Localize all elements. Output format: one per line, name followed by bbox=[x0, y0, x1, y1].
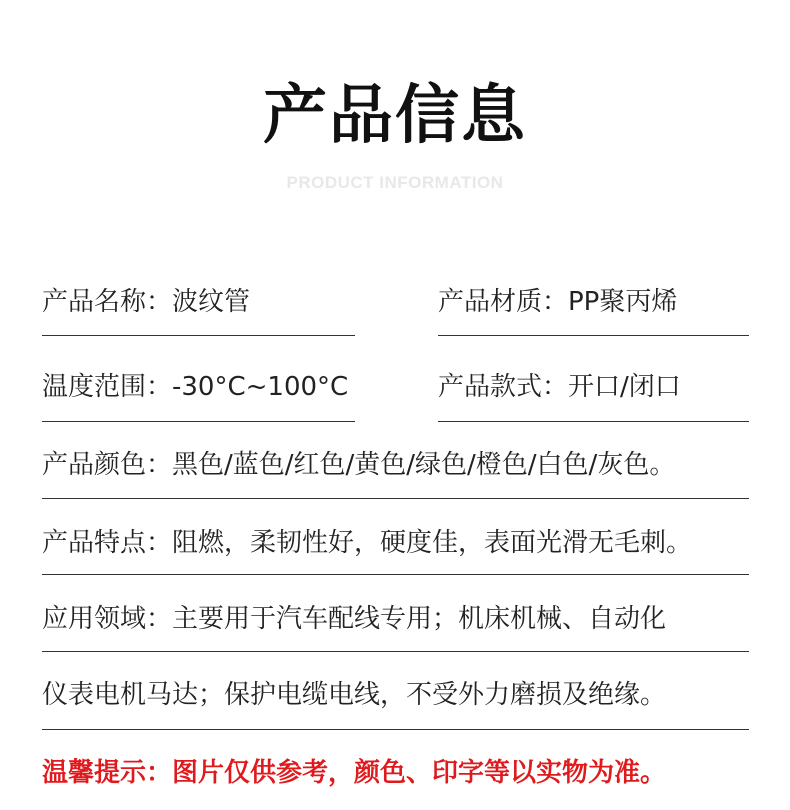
spec-product-features: 产品特点：阻燃，柔韧性好，硬度佳，表面光滑无毛刺。 bbox=[42, 528, 693, 558]
divider bbox=[42, 651, 749, 652]
spec-application-line1: 应用领域：主要用于汽车配线专用；机床机械、自动化 bbox=[42, 604, 667, 634]
spec-temperature-range: 温度范围：-30°C~100°C bbox=[42, 372, 349, 402]
divider bbox=[42, 498, 749, 499]
divider bbox=[42, 574, 749, 575]
divider bbox=[438, 421, 749, 422]
spec-product-name: 产品名称：波纹管 bbox=[42, 287, 251, 317]
warm-notice: 温馨提示：图片仅供参考，颜色、印字等以实物为准。 bbox=[42, 758, 667, 788]
spec-product-colors: 产品颜色：黑色/蓝色/红色/黄色/绿色/橙色/白色/灰色。 bbox=[42, 450, 676, 480]
spec-application-line2: 仪表电机马达；保护电缆电线，不受外力磨损及绝缘。 bbox=[42, 680, 667, 710]
divider bbox=[42, 335, 355, 336]
page-title: 产品信息 bbox=[263, 79, 527, 153]
page-subtitle: PRODUCT INFORMATION bbox=[286, 173, 504, 192]
divider bbox=[42, 729, 749, 730]
divider bbox=[42, 421, 355, 422]
divider bbox=[438, 335, 749, 336]
spec-product-material: 产品材质：PP聚丙烯 bbox=[438, 287, 678, 317]
spec-product-style: 产品款式：开口/闭口 bbox=[438, 372, 681, 402]
